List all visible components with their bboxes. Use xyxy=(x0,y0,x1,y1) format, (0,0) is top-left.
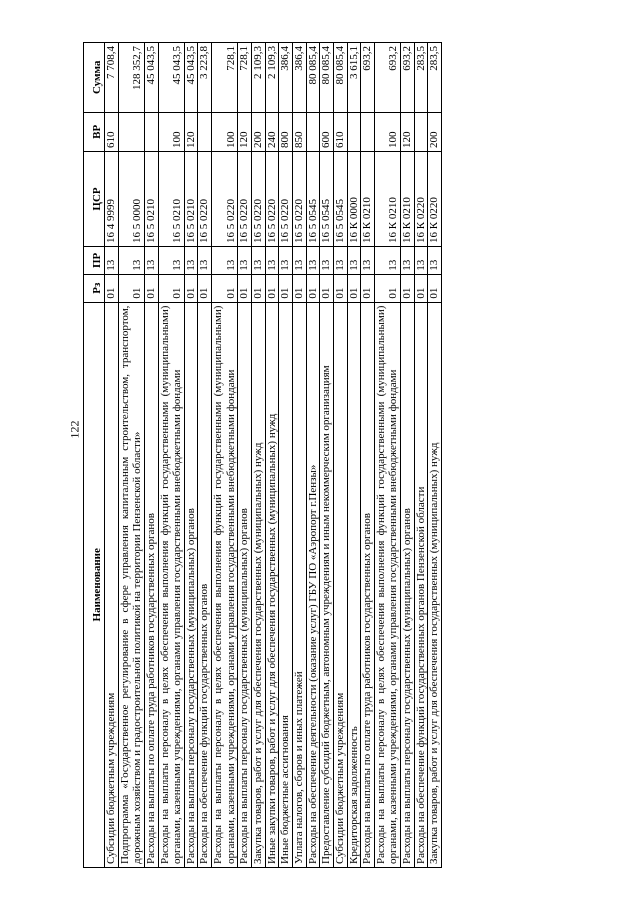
cell-sum: 80 085,4 xyxy=(333,43,347,113)
cell-name: Расходы на обеспечение деятельности (оказание услуг) ГБУ ПО «Аэропорт г.Пензы» xyxy=(306,302,320,867)
cell-vr: 610 xyxy=(333,112,347,151)
cell-rz: 01 xyxy=(320,274,334,302)
cell-sum: 80 085,4 xyxy=(320,43,334,113)
table-row xyxy=(265,43,279,868)
table-row xyxy=(306,43,320,868)
cell-rz: 01 xyxy=(252,274,266,302)
cell-vr: 100 xyxy=(374,112,400,151)
table-row xyxy=(144,43,158,868)
cell-vr: 100 xyxy=(212,112,238,151)
cell-csr: 16 5 0220 xyxy=(212,151,238,246)
cell-vr: 610 xyxy=(105,112,119,151)
cell-sum: 386,4 xyxy=(279,43,293,113)
table-row xyxy=(279,43,293,868)
header-csr: ЦСР xyxy=(84,151,105,246)
cell-vr: 800 xyxy=(279,112,293,151)
cell-pr: 13 xyxy=(428,246,442,274)
table-row xyxy=(361,43,375,868)
table-header-row xyxy=(84,43,105,868)
cell-pr: 13 xyxy=(158,246,184,274)
cell-pr: 13 xyxy=(320,246,334,274)
cell-rz: 01 xyxy=(184,274,198,302)
cell-rz: 01 xyxy=(279,274,293,302)
cell-csr: 16 5 0545 xyxy=(333,151,347,246)
cell-rz: 01 xyxy=(198,274,212,302)
cell-name: Расходы на выплаты персоналу государственных (муниципальных) органов xyxy=(401,302,415,867)
table-row xyxy=(238,43,252,868)
cell-name: Субсидии бюджетным учреждениям xyxy=(105,302,119,867)
cell-sum: 45 043,5 xyxy=(158,43,184,113)
cell-name: Расходы на выплаты персоналу в целях обеспечения выполнения функций государственными (муниципальными) органами, казенными учреждениями, органами управления государственными внебюджетными фондами xyxy=(158,302,184,867)
cell-name: Расходы на выплаты персоналу в целях обеспечения выполнения функций государственными (муниципальными) органами, казенными учреждениями, органами управления государственными внебюджетными фондами xyxy=(212,302,238,867)
cell-csr: 16 5 0000 xyxy=(118,151,144,246)
table-row xyxy=(105,43,119,868)
cell-vr: 120 xyxy=(184,112,198,151)
cell-rz: 01 xyxy=(428,274,442,302)
cell-csr: 16 К 0210 xyxy=(361,151,375,246)
header-sum: Сумма xyxy=(84,43,105,113)
cell-csr: 16 4 9999 xyxy=(105,151,119,246)
cell-vr xyxy=(306,112,320,151)
cell-sum: 7 708,4 xyxy=(105,43,119,113)
cell-name: Закупка товаров, работ и услуг для обеспечения государственных (муниципальных) нужд xyxy=(252,302,266,867)
cell-sum: 693,2 xyxy=(401,43,415,113)
cell-name: Расходы на выплаты по оплате труда работников государственных органов xyxy=(361,302,375,867)
cell-sum: 283,5 xyxy=(414,43,428,113)
cell-sum: 693,2 xyxy=(361,43,375,113)
cell-sum: 80 085,4 xyxy=(306,43,320,113)
cell-pr: 13 xyxy=(212,246,238,274)
cell-pr: 13 xyxy=(414,246,428,274)
cell-vr: 850 xyxy=(292,112,306,151)
table-row xyxy=(414,43,428,868)
table-row xyxy=(320,43,334,868)
cell-rz: 01 xyxy=(401,274,415,302)
cell-rz: 01 xyxy=(144,274,158,302)
cell-pr: 13 xyxy=(238,246,252,274)
header-rz: Рз xyxy=(84,274,105,302)
cell-pr: 13 xyxy=(306,246,320,274)
cell-vr xyxy=(144,112,158,151)
table-row xyxy=(118,43,144,868)
header-vr: ВР xyxy=(84,112,105,151)
cell-sum: 693,2 xyxy=(374,43,400,113)
table-row xyxy=(374,43,400,868)
cell-vr xyxy=(118,112,144,151)
cell-name: Субсидии бюджетным учреждениям xyxy=(333,302,347,867)
cell-csr: 16 5 0220 xyxy=(265,151,279,246)
cell-csr: 16 5 0220 xyxy=(279,151,293,246)
cell-pr: 13 xyxy=(374,246,400,274)
cell-rz: 01 xyxy=(333,274,347,302)
cell-pr: 13 xyxy=(292,246,306,274)
cell-vr: 200 xyxy=(428,112,442,151)
cell-name: Иные бюджетные ассигнования xyxy=(279,302,293,867)
cell-name: Расходы на обеспечение функций государственных органов Пензенской области xyxy=(414,302,428,867)
cell-csr: 16 К 0220 xyxy=(428,151,442,246)
cell-rz: 01 xyxy=(347,274,361,302)
cell-csr: 16 5 0210 xyxy=(144,151,158,246)
cell-sum: 2 109,3 xyxy=(252,43,266,113)
cell-pr: 13 xyxy=(333,246,347,274)
cell-name: Расходы на выплаты персоналу государственных (муниципальных) органов xyxy=(184,302,198,867)
cell-csr: 16 5 0220 xyxy=(238,151,252,246)
budget-table xyxy=(83,42,442,868)
cell-vr: 240 xyxy=(265,112,279,151)
cell-pr: 13 xyxy=(105,246,119,274)
cell-pr: 13 xyxy=(144,246,158,274)
cell-vr xyxy=(414,112,428,151)
cell-pr: 13 xyxy=(401,246,415,274)
page-number: 122 xyxy=(67,420,82,439)
cell-csr: 16 К 0000 xyxy=(347,151,361,246)
table-row xyxy=(428,43,442,868)
cell-csr: 16 К 0210 xyxy=(374,151,400,246)
cell-rz: 01 xyxy=(292,274,306,302)
table-row xyxy=(252,43,266,868)
cell-name: Уплата налогов, сборов и иных платежей xyxy=(292,302,306,867)
cell-sum: 386,4 xyxy=(292,43,306,113)
cell-sum: 2 109,3 xyxy=(265,43,279,113)
cell-name: Расходы на обеспечение функций государственных органов xyxy=(198,302,212,867)
table-row xyxy=(347,43,361,868)
cell-sum: 728,1 xyxy=(238,43,252,113)
cell-sum: 3 615,1 xyxy=(347,43,361,113)
cell-rz: 01 xyxy=(265,274,279,302)
cell-vr xyxy=(361,112,375,151)
cell-rz: 01 xyxy=(158,274,184,302)
cell-csr: 16 5 0210 xyxy=(184,151,198,246)
cell-vr: 200 xyxy=(252,112,266,151)
cell-pr: 13 xyxy=(184,246,198,274)
cell-name: Расходы на выплаты персоналу в целях обеспечения выполнения функций государственными (муниципальными) органами, казенными учреждениями, органами управления государственными внебюджетными фондами xyxy=(374,302,400,867)
cell-pr: 13 xyxy=(252,246,266,274)
table-row xyxy=(198,43,212,868)
cell-csr: 16 5 0545 xyxy=(306,151,320,246)
cell-csr: 16 5 0220 xyxy=(198,151,212,246)
cell-pr: 13 xyxy=(347,246,361,274)
cell-csr: 16 5 0545 xyxy=(320,151,334,246)
cell-csr: 16 5 0210 xyxy=(158,151,184,246)
table-row xyxy=(184,43,198,868)
rotated-table-container xyxy=(83,42,565,868)
cell-pr: 13 xyxy=(118,246,144,274)
cell-vr: 120 xyxy=(238,112,252,151)
cell-vr xyxy=(198,112,212,151)
cell-rz: 01 xyxy=(212,274,238,302)
cell-sum: 3 223,8 xyxy=(198,43,212,113)
cell-name: Закупка товаров, работ и услуг для обеспечения государственных (муниципальных) нужд xyxy=(428,302,442,867)
cell-sum: 128 352,7 xyxy=(118,43,144,113)
cell-name: Кредиторская задолженность xyxy=(347,302,361,867)
cell-vr: 100 xyxy=(158,112,184,151)
cell-sum: 45 043,5 xyxy=(144,43,158,113)
cell-rz: 01 xyxy=(306,274,320,302)
table-row xyxy=(333,43,347,868)
cell-csr: 16 К 0210 xyxy=(401,151,415,246)
header-name: Наименование xyxy=(84,302,105,867)
cell-rz: 01 xyxy=(361,274,375,302)
cell-pr: 13 xyxy=(279,246,293,274)
cell-sum: 728,1 xyxy=(212,43,238,113)
header-pr: ПР xyxy=(84,246,105,274)
cell-vr: 120 xyxy=(401,112,415,151)
cell-name: Расходы на выплаты по оплате труда работников государственных органов xyxy=(144,302,158,867)
cell-rz: 01 xyxy=(238,274,252,302)
cell-name: Предоставление субсидий бюджетным, автономным учреждениям и иным некоммерческим организациям xyxy=(320,302,334,867)
cell-pr: 13 xyxy=(361,246,375,274)
cell-name: Подпрограмма «Государственное регулирование в сфере управления капитальным строительством, транспортом, дорожным хозяйством и градостроительной политикой на территории Пензенской области» xyxy=(118,302,144,867)
cell-sum: 283,5 xyxy=(428,43,442,113)
cell-rz: 01 xyxy=(374,274,400,302)
cell-csr: 16 5 0220 xyxy=(252,151,266,246)
cell-rz: 01 xyxy=(414,274,428,302)
cell-csr: 16 5 0220 xyxy=(292,151,306,246)
cell-rz: 01 xyxy=(118,274,144,302)
table-row xyxy=(401,43,415,868)
cell-pr: 13 xyxy=(198,246,212,274)
table-row xyxy=(292,43,306,868)
cell-vr: 600 xyxy=(320,112,334,151)
cell-csr: 16 К 0220 xyxy=(414,151,428,246)
cell-sum: 45 043,5 xyxy=(184,43,198,113)
table-row xyxy=(212,43,238,868)
cell-name: Расходы на выплаты персоналу государственных (муниципальных) органов xyxy=(238,302,252,867)
cell-vr xyxy=(347,112,361,151)
table-row xyxy=(158,43,184,868)
cell-rz: 01 xyxy=(105,274,119,302)
cell-name: Иные закупки товаров, работ и услуг для обеспечения государственных (муниципальных) нужд xyxy=(265,302,279,867)
cell-pr: 13 xyxy=(265,246,279,274)
